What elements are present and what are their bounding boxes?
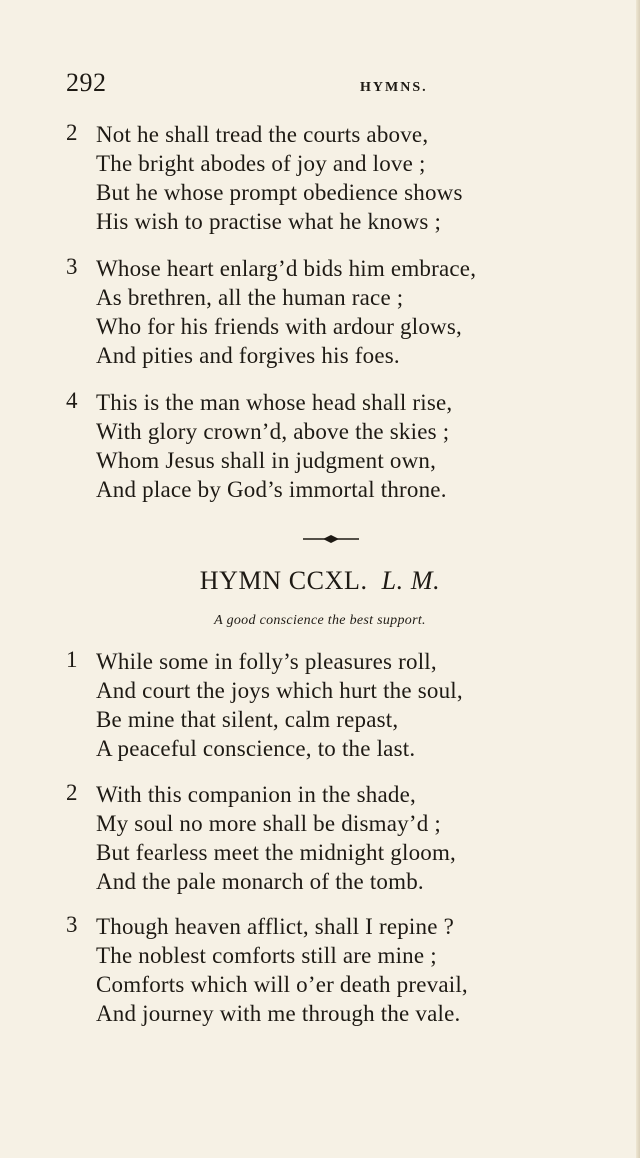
stanza-lines [96, 120, 463, 236]
verse-line: But fearless meet the midnight gloom, [96, 840, 457, 865]
verse-line: And place by God’s immortal throne. [96, 477, 447, 502]
verse-line: With this companion in the shade, [96, 782, 416, 807]
stanza-lines [96, 780, 456, 896]
hymn-subtitle: A good conscience the best support. [214, 613, 426, 628]
verse-line: His wish to practise what he knows ; [96, 209, 442, 234]
verse-line: Be mine that silent, calm repast, [96, 707, 399, 732]
stanza-lines [96, 254, 476, 370]
page-header [66, 68, 586, 104]
verse-line: A peaceful conscience, to the last. [96, 736, 416, 761]
verse-line: Not he shall tread the courts above, [96, 122, 429, 147]
verse-line: The noblest comforts still are mine ; [96, 943, 437, 968]
stanza-lines [96, 647, 463, 763]
stanza-number: 3 [66, 254, 78, 279]
verse-line: The bright abodes of joy and love ; [96, 151, 426, 176]
running-head: HYMNS. [360, 80, 428, 95]
verse-line: Comforts which will o’er death prevail, [96, 972, 468, 997]
verse-line: Though heaven afflict, shall I repine ? [96, 914, 454, 939]
verse-line: Whose heart enlarg’d bids him embrace, [96, 256, 477, 281]
verse-line: And the pale monarch of the tomb. [96, 869, 424, 894]
hymn-meter: L. M. [381, 566, 441, 595]
verse-line: But he whose prompt obedience shows [96, 180, 463, 205]
hymn-number-title: HYMN CCXL. [199, 566, 368, 595]
verse-line: And court the joys which hurt the soul, [96, 678, 463, 703]
stanza-number: 1 [66, 647, 78, 672]
stanza-number: 2 [66, 120, 78, 145]
stanza-lines [96, 912, 468, 1028]
verse-line: My soul no more shall be dismay’d ; [96, 811, 441, 836]
verse-line: And pities and forgives his foes. [96, 343, 400, 368]
stanza-lines [96, 388, 452, 504]
verse-line: As brethren, all the human race ; [96, 285, 404, 310]
stanza-number: 3 [66, 912, 78, 937]
page-edge [636, 0, 640, 1158]
verse-line: While some in folly’s pleasures roll, [96, 649, 437, 674]
page-number: 292 [66, 68, 107, 97]
hymn-title [0, 566, 640, 596]
verse-line: This is the man whose head shall rise, [96, 390, 453, 415]
stanza-number: 4 [66, 388, 78, 413]
verse-line: Whom Jesus shall in judgment own, [96, 448, 437, 473]
verse-line: With glory crown’d, above the skies ; [96, 419, 450, 444]
verse-line: Who for his friends with ardour glows, [96, 314, 462, 339]
stanza-number: 2 [66, 780, 78, 805]
verse-line: And journey with me through the vale. [96, 1001, 461, 1026]
ornament-divider [301, 532, 361, 546]
